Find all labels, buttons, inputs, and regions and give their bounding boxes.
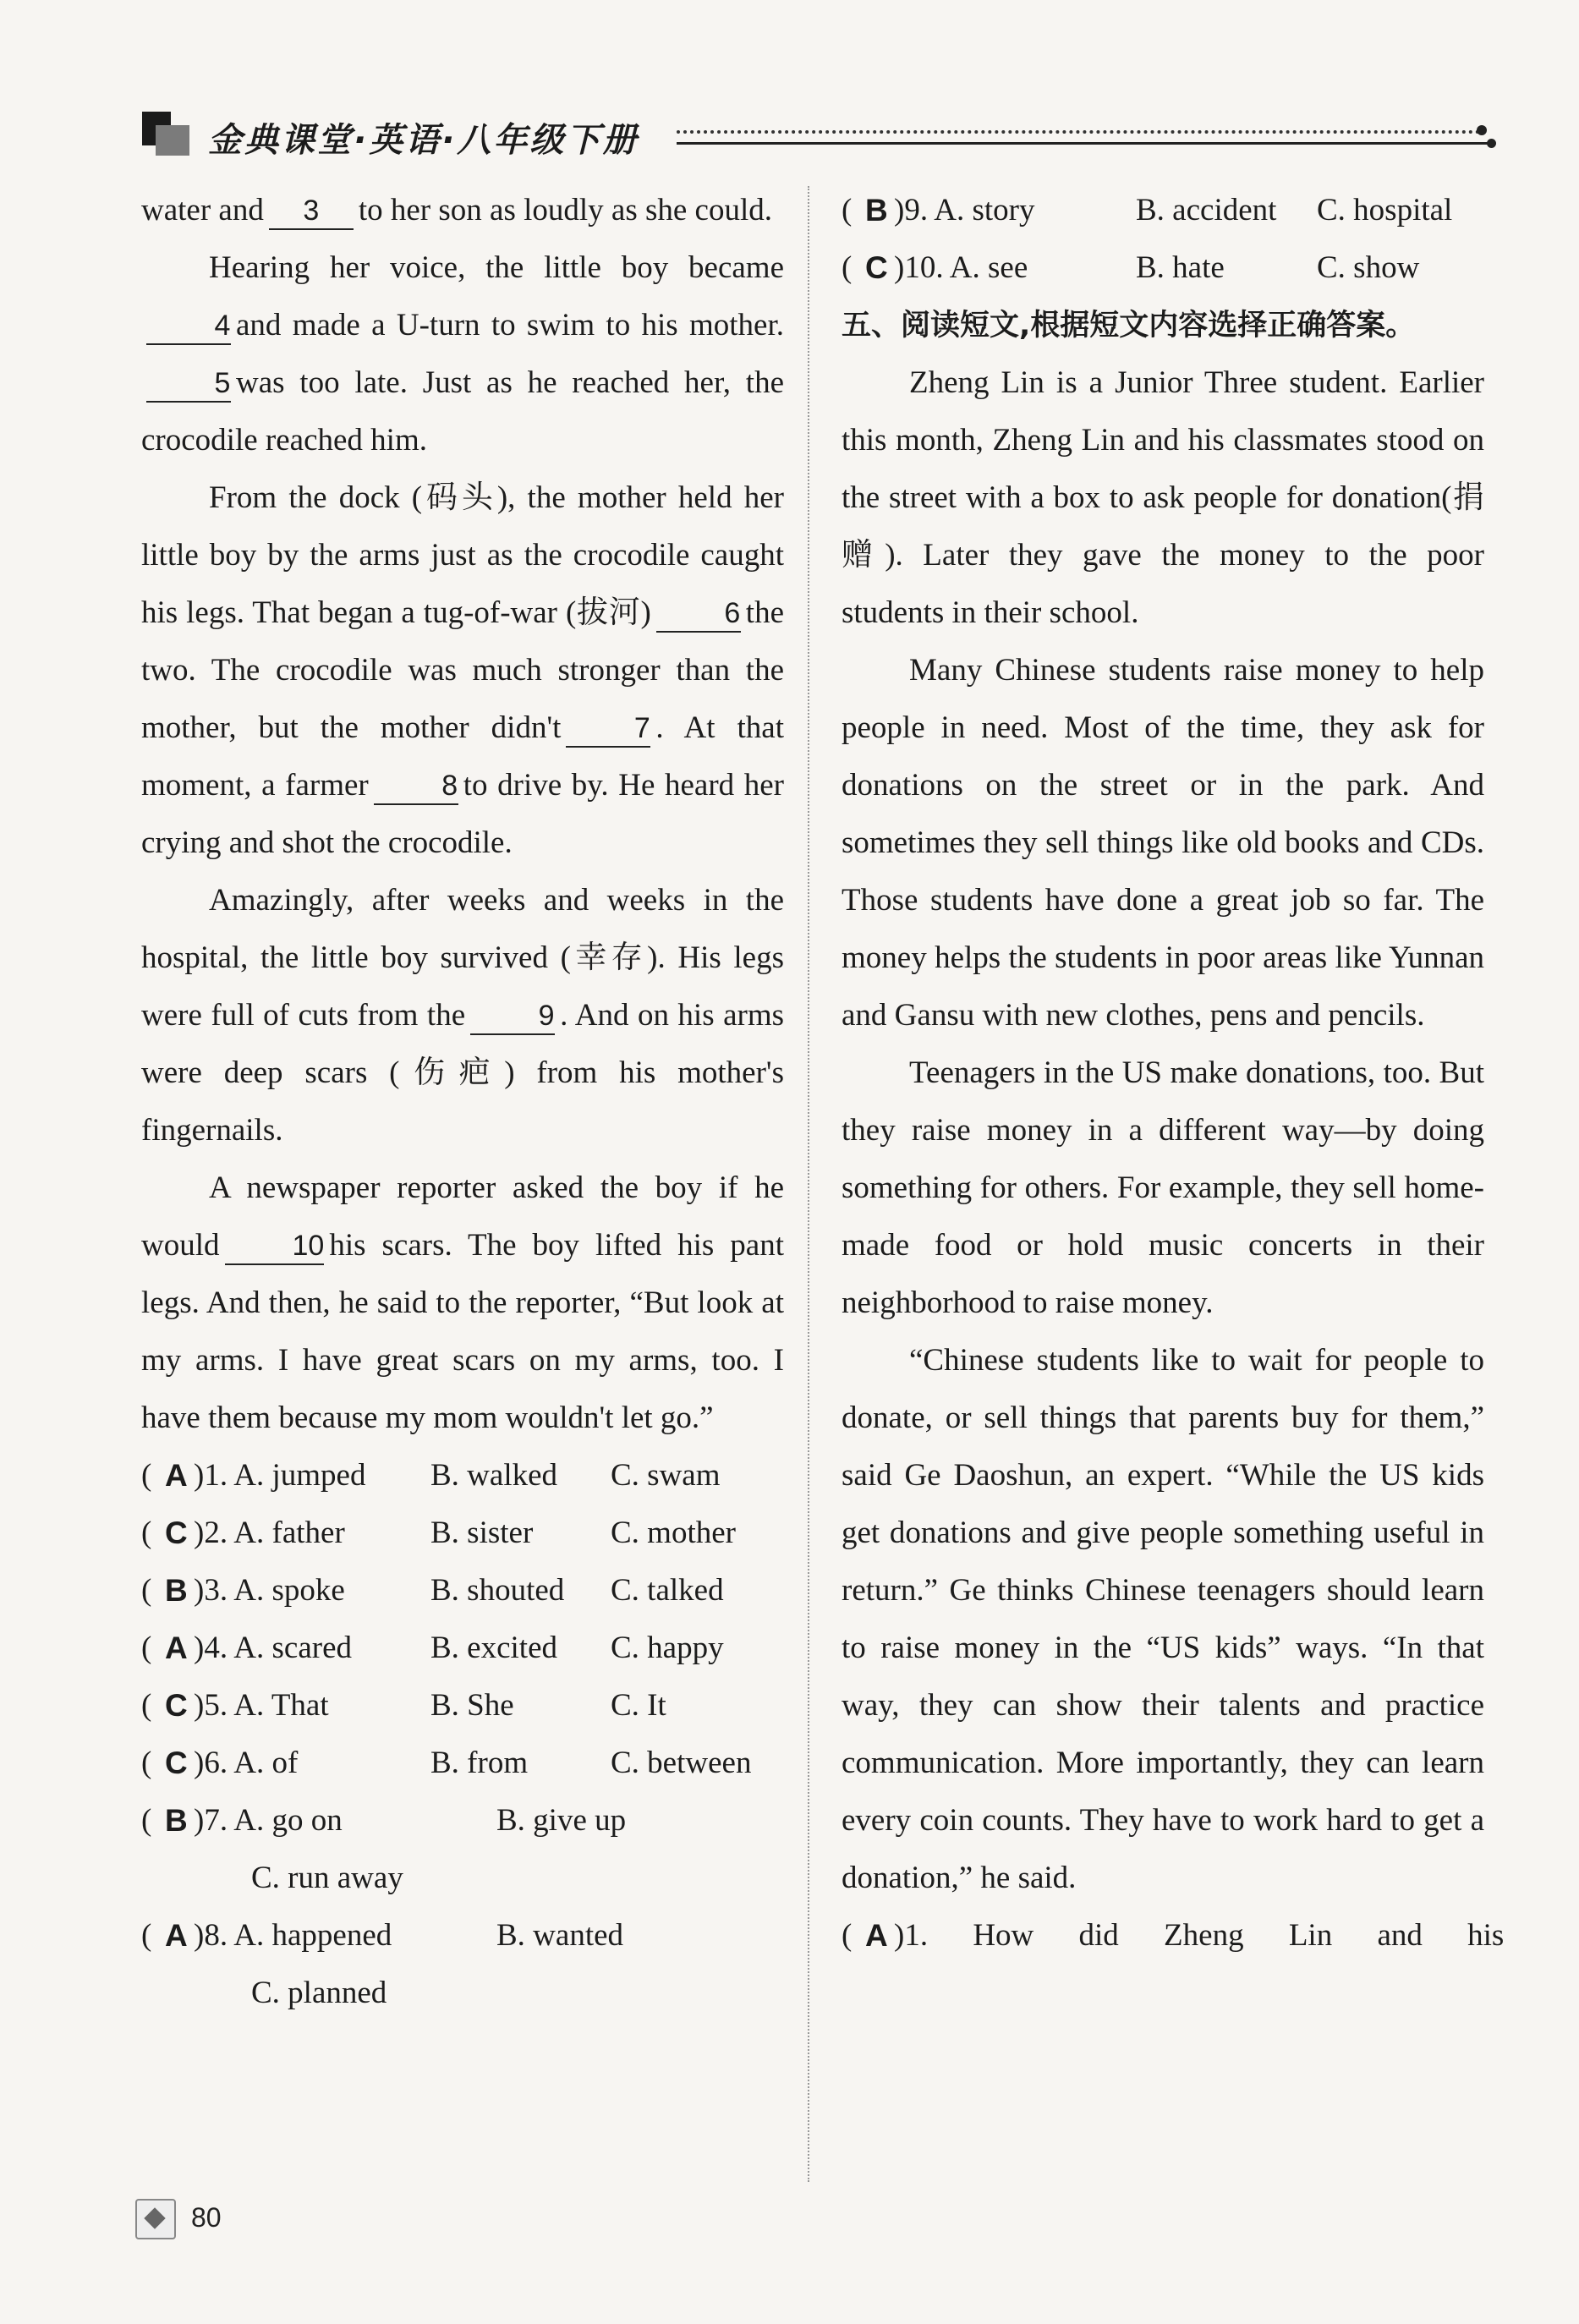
page-header [135,101,1489,169]
question-row: ( A )1. How did Zheng Lin and his [842,1907,1484,1965]
question-row: ( B )3. A. spoke B. shouted C. talked [141,1562,784,1620]
paragraph: water and 3 to her son as loudly as she could. [141,182,784,239]
question-row: ( C )6. A. of B. from C. between [141,1735,784,1792]
answer-blank: 3 [269,193,354,230]
header-dotted-rule [677,130,1480,134]
page-number-icon [135,2199,176,2239]
answer-letter: C [165,1688,188,1723]
header-title: 金典课堂·英语·八年级下册 [208,121,639,160]
question-row: ( C )5. A. That B. She C. It [141,1677,784,1735]
paragraph: Zheng Lin is a Junior Three student. Earlier this month, Zheng Lin and his classmates stood on the street with a box to ask people for donation(捐赠). Later they gave the money to the poor students in their school. [842,365,1484,630]
answer-letter: C [865,250,888,285]
book-logo-icon [142,112,189,156]
header-rule [677,142,1489,145]
answer-letter: B [165,1803,188,1838]
question-row-continued: C. run away [251,1861,403,1895]
paragraph: From the dock (码头), the mother held her little boy by the arms just as the crocodile caught his legs. That began a tug-of-war (拔河) 6 the two. The crocodile was much stronger than the mother, but the mother didn't 7 . At that moment, a farmer 8 to drive by. He heard her crying and shot the crocodile. [141,480,784,860]
paragraph: A newspaper reporter asked the boy if he would 10 his scars. The boy lifted his pant legs. And then, he said to the reporter, “But look at my arms. I have great scars on my arms, too. I have them because my mom wouldn't let go.” [141,1170,784,1435]
answer-blank: 8 [374,768,458,805]
question-row: ( A )1. A. jumped B. walked C. swam [141,1447,784,1505]
section-title: 五、阅读短文,根据短文内容选择正确答案。 [842,309,1416,343]
answer-blank: 4 [146,308,231,345]
paragraph: Many Chinese students raise money to help people in need. Most of the time, they ask for donations on the street or in the park. And sometimes they sell things like old books and CDs. Those students have done a great job so far. The money helps the students in poor areas like Yunnan and Gansu with new clothes, pens and pencils. [842,653,1484,1033]
answer-letter: A [865,1918,888,1953]
answer-blank: 10 [225,1228,325,1265]
answer-blank: 5 [146,365,231,403]
question-row: ( C )2. A. father B. sister C. mother [141,1505,784,1562]
question-row: ( C )10. A. see B. hate C. show [842,239,1484,297]
paragraph: Teenagers in the US make donations, too. But they raise money in a different way—by doing something for others. For example, they sell home-made food or hold music concerts in their neighborhood to raise money. [842,1055,1484,1320]
question-row: ( A )8. A. happened B. wanted [141,1907,784,1965]
answer-blank: 9 [470,998,555,1035]
header-dot [1487,139,1496,148]
column-divider [808,186,809,2182]
answer-letter: A [165,1458,188,1493]
answer-letter: A [165,1918,188,1953]
right-column [842,182,1505,1965]
header-dot [1477,125,1487,135]
answer-blank: 7 [566,710,650,748]
answer-blank: 6 [656,595,741,633]
paragraph: Hearing her voice, the little boy became 4 and made a U-turn to swim to his mother. 5 was too late. Just as he reached her, the crocodile reached him. [141,250,784,458]
answer-letter: C [165,1516,188,1550]
question-list [141,1447,784,2022]
paragraph: Amazingly, after weeks and weeks in the hospital, the little boy survived (幸存). His legs were full of cuts from the 9 . And on his arms were deep scars (伤疤) from his mother's fingernails. [141,883,784,1148]
question-row: ( B )7. A. go on B. give up [141,1792,784,1850]
question-row-continued: C. planned [251,1976,387,2010]
paragraph: “Chinese students like to wait for people to donate, or sell things that parents buy for them,” said Ge Daoshun, an expert. “While the US kids get donations and give people something useful in return.” Ge thinks Chinese teenagers should learn to raise money in the “US kids” ways. “In that way, they can show their talents and practice communication. More importantly, they can learn every coin counts. They have to work hard to get a donation,” he said. [842,1343,1484,1895]
question-row: ( A )4. A. scared B. excited C. happy [141,1620,784,1677]
page-number: 80 [191,2202,222,2233]
left-column [141,182,784,2022]
answer-letter: C [165,1746,188,1780]
question-row: ( B )9. A. story B. accident C. hospital [842,182,1484,239]
answer-letter: B [165,1573,188,1608]
answer-letter: A [165,1631,188,1665]
answer-letter: B [865,193,888,227]
